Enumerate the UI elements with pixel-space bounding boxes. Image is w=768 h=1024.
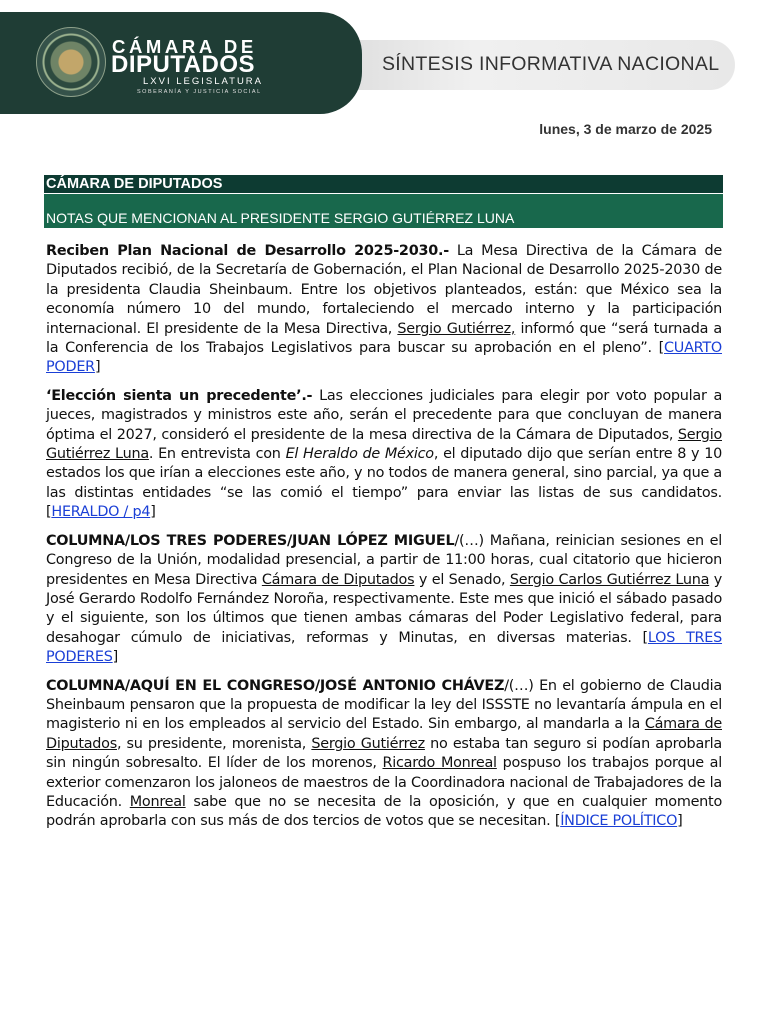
news-text: y José Gerardo Rodolfo Fernández Noroña, respectivamente. Este mes que inició el sábado pasado y el siguiente, son los últimos que tienen ambas cámaras del Poder Legislativo federal, para desahogar cúmulo de iniciativas, reformas y Minutas, en diversas materias. [ bbox=[46, 571, 723, 646]
news-text: sabe que no se necesita de la oposición, y que en cualquier momento podrán aprobarla con sus más de dos tercios de votos que se necesitan. [ bbox=[46, 793, 723, 830]
person-mention: Monreal bbox=[129, 793, 186, 810]
news-list bbox=[46, 242, 722, 841]
person-mention: Sergio Gutiérrez Luna bbox=[46, 426, 722, 463]
news-text: /(…) En el gobierno de Claudia Sheinbaum pensaron que la propuesta de modificar la ley del ISSSTE no levantaría ámpula en el magisterio ni en los empleados al servicio del Estado. Sin embargo, al mandarla a la bbox=[46, 677, 722, 733]
coat-of-arms-icon bbox=[36, 27, 106, 97]
news-text: ] bbox=[94, 359, 101, 376]
section-subtitle: NOTAS QUE MENCIONAN AL PRESIDENTE SERGIO GUTIÉRREZ LUNA bbox=[44, 194, 723, 228]
logo-title-line2: DIPUTADOS bbox=[111, 51, 256, 78]
source-link[interactable]: LOS TRES PODERES bbox=[46, 629, 723, 666]
source-link[interactable]: CUARTO PODER bbox=[46, 340, 722, 376]
institution-mention: Cámara de Diputados bbox=[261, 571, 415, 588]
news-headline: Reciben Plan Nacional de Desarrollo 2025-2030.- bbox=[46, 243, 449, 259]
person-mention: Sergio Gutiérrez bbox=[311, 735, 425, 752]
banner-title: SÍNTESIS INFORMATIVA NACIONAL bbox=[382, 53, 720, 75]
news-text: , el diputado dijo que serían entre 8 y 10 estados los que irían a elecciones este año, y no todos de manera general, sino parcial, ya que a las distintas entidades “se las comió el tiempo” para enviar las listas de sus candidatos. [ bbox=[46, 446, 723, 521]
news-text: . En entrevista con bbox=[148, 446, 286, 463]
news-item bbox=[46, 532, 722, 668]
news-headline: COLUMNA/AQUÍ EN EL CONGRESO/JOSÉ ANTONIO CHÁVEZ bbox=[46, 677, 505, 694]
news-item bbox=[46, 677, 722, 832]
news-text: pospuso los trabajos porque al exterior comenzaron los jaloneos de maestros de la Coordinadora nacional de Trabajadores de la Educación. bbox=[46, 755, 722, 810]
institution-mention: Cámara de Diputados bbox=[46, 716, 722, 752]
news-text: La Mesa Directiva de la Cámara de Diputados recibió, de la Secretaría de Gobernación, el Plan Nacional de Desarrollo 2025-2030 de la presidenta Claudia Sheinbaum. Entre los objetivos planteados, están: que México sea la economía número 10 del mundo, fortaleciendo el mercado interno y la participación internacional. El presidente de la Mesa Directiva, bbox=[46, 243, 722, 337]
person-mention: Sergio Gutiérrez, bbox=[397, 320, 516, 337]
logo-legislatura: LXVI LEGISLATURA bbox=[143, 76, 263, 87]
news-item bbox=[46, 242, 722, 378]
news-text: ] bbox=[150, 504, 156, 521]
header-banner bbox=[300, 40, 735, 90]
news-item bbox=[46, 387, 722, 523]
media-name: El Heraldo de México bbox=[285, 446, 434, 463]
news-headline: COLUMNA/LOS TRES PODERES/JUAN LÓPEZ MIGUEL bbox=[46, 532, 455, 549]
news-text: /(…) Mañana, reinician sesiones en el Congreso de la Unión, modalidad presencial, a partir de 11:00 horas, cual citatorio que hicieron presidentes en Mesa Directiva bbox=[46, 532, 722, 588]
news-text: y el Senado, bbox=[414, 571, 510, 588]
logo-motto: SOBERANÍA Y JUSTICIA SOCIAL bbox=[137, 89, 262, 95]
news-text: Las elecciones judiciales para elegir por voto popular a jueces, magistrados y ministros este año, serán el precedente para que concluyan de manera óptima el 2027, consideró el presidente de la mesa directiva de la Cámara de Diputados, bbox=[46, 387, 723, 443]
news-text: no estaba tan seguro si podían aprobarla sin ningún sobresalto. El líder de los morenos, bbox=[46, 735, 722, 772]
news-text: ] bbox=[112, 649, 119, 666]
publication-date: lunes, 3 de marzo de 2025 bbox=[539, 121, 712, 137]
source-link[interactable]: ÍNDICE POLÍTICO bbox=[560, 813, 678, 830]
logo-title-line1: CÁMARA DE bbox=[112, 36, 257, 57]
news-headline: ‘Elección sienta un precedente’.- bbox=[46, 387, 313, 404]
news-text: ] bbox=[677, 813, 683, 830]
person-mention: Ricardo Monreal bbox=[382, 755, 497, 772]
news-text: informó que “será turnada a la Conferencia de los Trabajos Legislativos para buscar su aprobación en el pleno”. [ bbox=[46, 320, 722, 357]
source-link[interactable]: HERALDO / p4 bbox=[51, 504, 151, 521]
section-title: CÁMARA DE DIPUTADOS bbox=[44, 175, 723, 193]
person-mention: Sergio Carlos Gutiérrez Luna bbox=[509, 571, 710, 588]
news-text: , su presidente, morenista, bbox=[116, 735, 312, 752]
